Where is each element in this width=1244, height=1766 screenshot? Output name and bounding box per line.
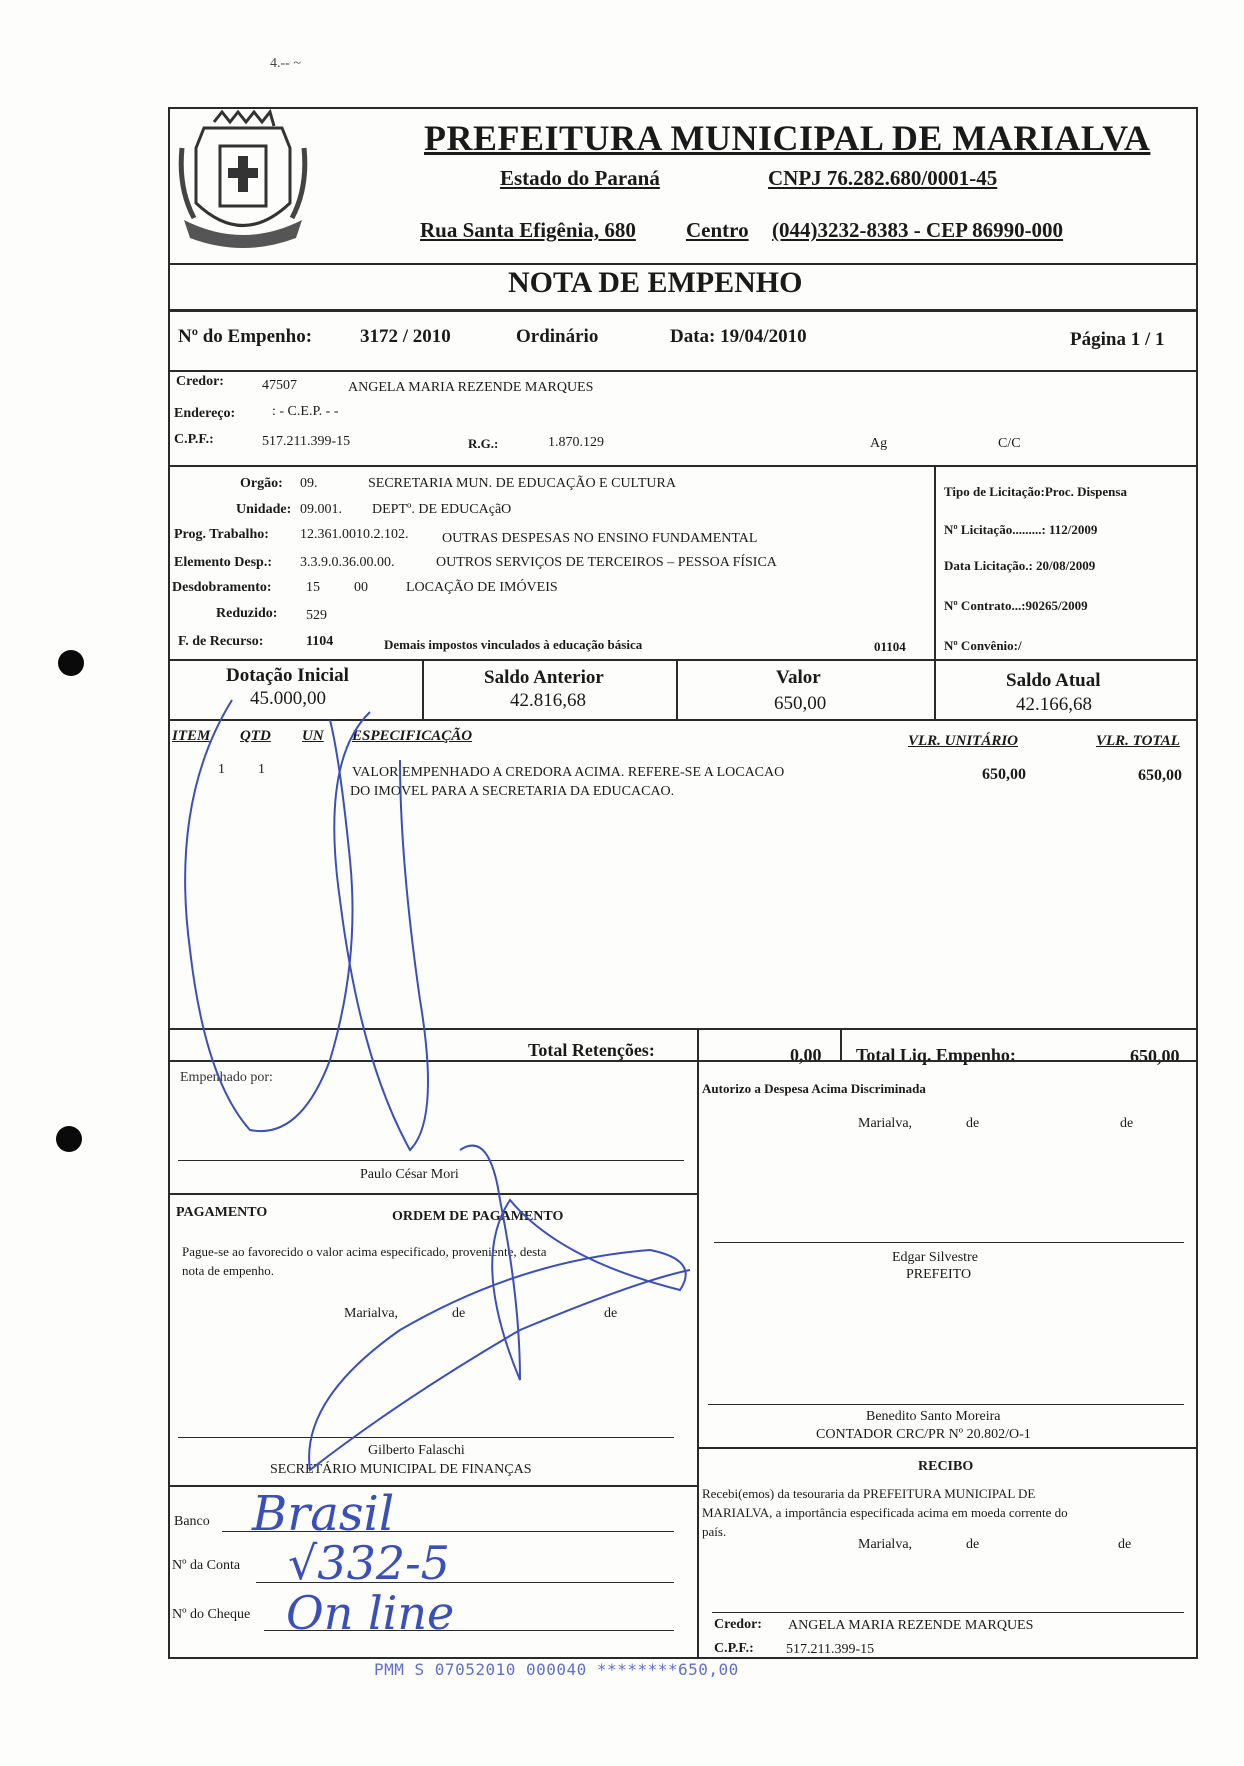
recibo-cpf-label: C.P.F.: xyxy=(714,1641,754,1656)
row-unit: 650,00 xyxy=(982,766,1026,783)
punch-hole-top xyxy=(58,650,84,676)
dotacao-value: 45.000,00 xyxy=(250,688,326,709)
divider xyxy=(168,1028,1198,1030)
divider xyxy=(697,1447,1198,1449)
prog-code: 12.361.0010.2.102. xyxy=(300,527,409,542)
orgao-name: SECRETARIA MUN. DE EDUCAÇÃO E CULTURA xyxy=(368,476,676,491)
empenho-page: Página 1 / 1 xyxy=(1070,329,1165,350)
signature-line xyxy=(178,1437,674,1438)
recurso-code: 1104 xyxy=(306,634,334,649)
divider xyxy=(676,659,678,719)
empenho-number: 3172 / 2010 xyxy=(360,326,451,347)
divider xyxy=(168,1193,697,1195)
divider xyxy=(168,263,1198,265)
contador-role: CONTADOR CRC/PR Nº 20.802/O-1 xyxy=(816,1427,1031,1442)
licitacao-contrato: Nº Contrato...:90265/2009 xyxy=(944,598,1088,613)
prog-name: OUTRAS DESPESAS NO ENSINO FUNDAMENTAL xyxy=(442,531,758,546)
rg-label: R.G.: xyxy=(468,436,499,451)
col-vlr-total: VLR. TOTAL xyxy=(1096,733,1180,749)
divider xyxy=(168,465,1198,467)
empenho-label: Nº do Empenho: xyxy=(178,326,313,347)
elemento-name: OUTROS SERVIÇOS DE TERCEIROS – PESSOA FÍSICA xyxy=(436,555,777,570)
prefeito-role: PREFEITO xyxy=(906,1267,972,1282)
signature-line xyxy=(178,1160,684,1161)
col-especificacao: ESPECIFICAÇÃO xyxy=(352,728,473,744)
address-label: Endereço: xyxy=(174,406,236,421)
credor-label: Credor: xyxy=(176,374,224,389)
saldo-anterior-value: 42.816,68 xyxy=(510,690,586,711)
orgao-code: 09. xyxy=(300,476,318,491)
header-title: PREFEITURA MUNICIPAL DE MARIALVA xyxy=(424,118,1151,158)
recibo-line-1: Recebi(emos) da tesouraria da PREFEITURA MUNICIPAL DE xyxy=(702,1486,1036,1501)
row-qtd: 1 xyxy=(258,762,265,777)
divider xyxy=(168,1060,1198,1062)
recibo-de-1: de xyxy=(966,1537,980,1552)
rg-value: 1.870.129 xyxy=(548,435,604,450)
autorizo-city: Marialva, xyxy=(858,1116,913,1131)
divider xyxy=(697,1060,699,1658)
orgao-label: Orgão: xyxy=(240,476,283,491)
divider xyxy=(934,465,936,661)
recibo-line-2: MARIALVA, a importância especificada acima em moeda corrente do xyxy=(702,1505,1068,1520)
empenhado-name: Paulo César Mori xyxy=(360,1167,459,1182)
financas-role: SECRETÁRIO MUNICIPAL DE FINANÇAS xyxy=(270,1462,532,1477)
valor-label: Valor xyxy=(776,667,821,688)
desdobramento-name: LOCAÇÃO DE IMÓVEIS xyxy=(406,580,558,595)
recurso-label: F. de Recurso: xyxy=(178,634,264,649)
recibo-city: Marialva, xyxy=(858,1537,913,1552)
recibo-label: RECIBO xyxy=(918,1459,974,1474)
recibo-credor-name: ANGELA MARIA REZENDE MARQUES xyxy=(788,1618,1034,1633)
conta-label: Nº da Conta xyxy=(172,1558,241,1573)
licitacao-numero: Nº Licitação.........: 112/2009 xyxy=(944,522,1098,537)
elemento-code: 3.3.9.0.36.00.00. xyxy=(300,555,395,570)
total-liq-label: Total Liq. Empenho: xyxy=(856,1045,1016,1065)
recibo-cpf-value: 517.211.399-15 xyxy=(786,1642,875,1657)
cpf-label: C.P.F.: xyxy=(174,432,214,447)
signature-line xyxy=(714,1242,1184,1243)
pague-text-line-2: nota de empenho. xyxy=(182,1263,275,1278)
cpf-value: 517.211.399-15 xyxy=(262,434,351,449)
divider xyxy=(168,719,1198,721)
col-qtd: QTD xyxy=(240,728,271,744)
punch-hole-bottom xyxy=(56,1126,82,1152)
divider xyxy=(697,1028,699,1060)
autorizo-de-2: de xyxy=(1120,1116,1134,1131)
desdobramento-code-a: 15 xyxy=(306,580,320,595)
payment-stamp: PMM S 07052010 000040 ********650,00 xyxy=(374,1660,739,1679)
prog-label: Prog. Trabalho: xyxy=(174,527,269,542)
unidade-name: DEPTº. DE EDUCAçãO xyxy=(372,502,512,517)
licitacao-tipo: Tipo de Licitação:Proc. Dispensa xyxy=(944,484,1127,499)
divider xyxy=(934,659,936,719)
credor-name: ANGELA MARIA REZENDE MARQUES xyxy=(348,380,594,395)
divider xyxy=(168,309,1198,312)
recibo-line-3: país. xyxy=(702,1524,727,1539)
header-cnpj: CNPJ 76.282.680/0001-45 xyxy=(768,166,998,190)
unidade-code: 09.001. xyxy=(300,502,342,517)
signature-line xyxy=(712,1612,1184,1613)
divider xyxy=(168,659,1198,661)
row-desc-line-1: VALOR EMPENHADO A CREDORA ACIMA. REFERE-SE A LOCACAO xyxy=(352,765,785,780)
financas-name: Gilberto Falaschi xyxy=(368,1443,465,1458)
divider xyxy=(840,1028,842,1060)
col-un: UN xyxy=(302,728,324,744)
divider xyxy=(168,1485,697,1487)
total-liq-value: 650,00 xyxy=(1130,1046,1180,1066)
saldo-atual-label: Saldo Atual xyxy=(1006,670,1101,691)
retencoes-value: 0,00 xyxy=(790,1045,822,1065)
desdobramento-code-b: 00 xyxy=(354,580,368,595)
header-state: Estado do Paraná xyxy=(500,166,660,190)
cheque-value[interactable]: On line xyxy=(286,1586,455,1640)
conta-value[interactable]: √332-5 xyxy=(288,1536,450,1590)
credor-code: 47507 xyxy=(262,378,297,393)
col-item: ITEM xyxy=(172,728,211,744)
scan-mark: 4.-- ~ xyxy=(270,56,301,71)
ordem-pagamento-label: ORDEM DE PAGAMENTO xyxy=(392,1209,564,1224)
recibo-credor-label: Credor: xyxy=(714,1617,762,1632)
retencoes-label: Total Retenções: xyxy=(528,1040,655,1060)
recibo-de-2: de xyxy=(1118,1537,1132,1552)
contador-name: Benedito Santo Moreira xyxy=(866,1409,1001,1424)
header-phone-cep: (044)3232-8383 - CEP 86990-000 xyxy=(772,218,1064,242)
pagamento-label: PAGAMENTO xyxy=(176,1205,268,1220)
municipal-crest-logo xyxy=(174,108,312,258)
pague-de-2: de xyxy=(604,1306,618,1321)
signature-line xyxy=(708,1404,1184,1405)
header-street: Rua Santa Efigênia, 680 xyxy=(420,218,636,242)
col-vlr-unitario: VLR. UNITÁRIO xyxy=(908,733,1019,749)
autorizo-text: Autorizo a Despesa Acima Discriminada xyxy=(702,1081,926,1096)
pague-city: Marialva, xyxy=(344,1306,399,1321)
address-value: : - C.E.P. - - xyxy=(272,404,339,419)
licitacao-convenio: Nº Convênio:/ xyxy=(944,638,1022,653)
divider xyxy=(168,370,1198,372)
licitacao-data: Data Licitação.: 20/08/2009 xyxy=(944,558,1096,573)
dotacao-label: Dotação Inicial xyxy=(226,665,349,686)
row-total: 650,00 xyxy=(1138,767,1182,784)
row-item: 1 xyxy=(218,762,225,777)
reduzido-label: Reduzido: xyxy=(216,606,278,621)
desdobramento-label: Desdobramento: xyxy=(172,580,272,595)
recurso-name: Demais impostos vinculados à educação básica xyxy=(384,637,643,652)
cheque-label: Nº do Cheque xyxy=(172,1607,251,1622)
pague-text-line-1: Pague-se ao favorecido o valor acima especificado, proveniente, desta xyxy=(182,1244,547,1259)
banco-value[interactable]: Brasil xyxy=(252,1486,395,1542)
valor-value: 650,00 xyxy=(774,693,827,714)
row-desc-line-2: DO IMOVEL PARA A SECRETARIA DA EDUCACAO. xyxy=(350,784,675,799)
saldo-anterior-label: Saldo Anterior xyxy=(484,667,604,688)
empenhado-label: Empenhado por: xyxy=(180,1070,273,1085)
ag-label: Ag xyxy=(870,436,888,451)
autorizo-de-1: de xyxy=(966,1116,980,1131)
unidade-label: Unidade: xyxy=(236,502,292,517)
empenho-type: Ordinário xyxy=(516,326,599,347)
empenho-date: Data: 19/04/2010 xyxy=(670,326,807,347)
recurso-ref: 01104 xyxy=(874,639,906,654)
header-district: Centro xyxy=(686,218,749,242)
divider xyxy=(422,659,424,719)
prefeito-name: Edgar Silvestre xyxy=(892,1250,978,1265)
elemento-label: Elemento Desp.: xyxy=(174,555,272,570)
banco-label: Banco xyxy=(174,1514,210,1529)
doc-title: NOTA DE EMPENHO xyxy=(508,266,803,299)
saldo-atual-value: 42.166,68 xyxy=(1016,694,1092,715)
pague-de-1: de xyxy=(452,1306,466,1321)
cc-label: C/C xyxy=(998,436,1021,451)
reduzido-value: 529 xyxy=(306,608,327,623)
